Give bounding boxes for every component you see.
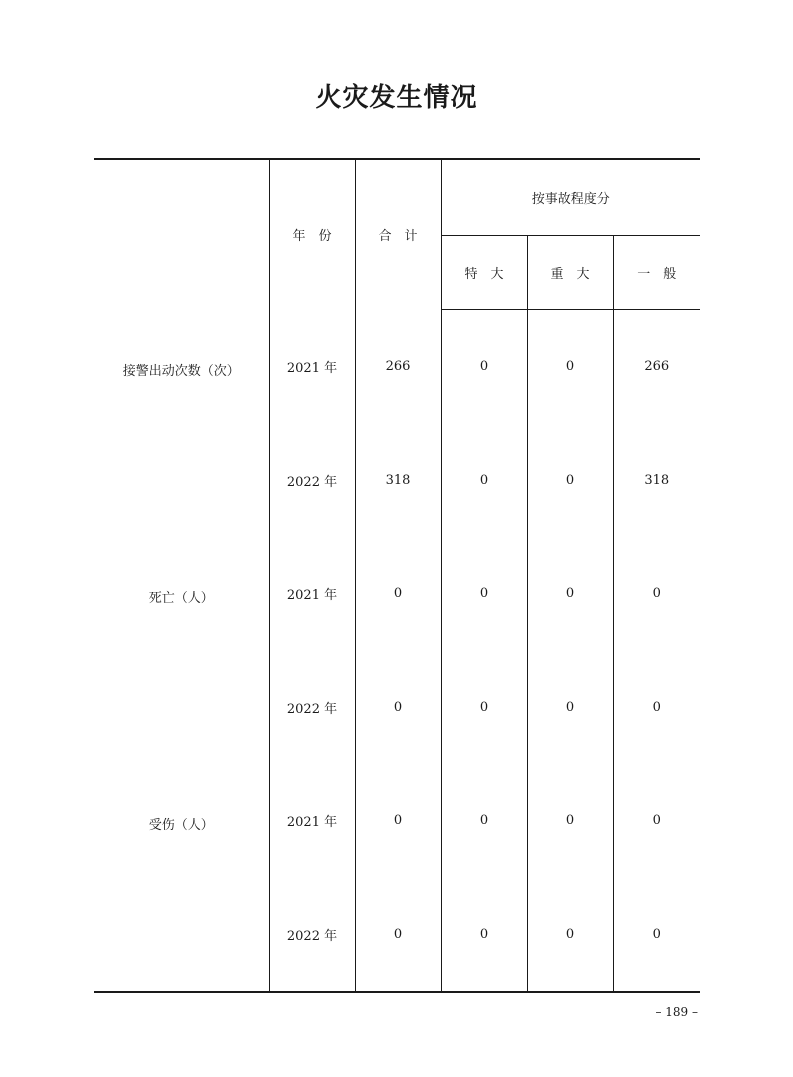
row-group-label: 接警出动次数（次） <box>122 363 240 379</box>
total-cell: 266 <box>355 310 441 424</box>
extra-large-cell: 0 <box>441 878 527 993</box>
row-group-label: 死亡（人） <box>148 591 214 606</box>
table-row <box>94 764 700 878</box>
extra-large-cell: 0 <box>441 651 527 765</box>
header-total: 合 计 <box>355 159 441 310</box>
header-extra-large: 特 大 <box>441 236 527 310</box>
extra-large-cell: 0 <box>441 310 527 424</box>
total-cell: 0 <box>355 878 441 993</box>
general-cell: 0 <box>613 651 700 765</box>
header-year: 年 份 <box>269 159 355 310</box>
major-cell: 0 <box>527 310 613 424</box>
general-cell: 0 <box>613 764 700 878</box>
header-by-severity: 按事故程度分 <box>441 159 700 236</box>
page-number: – 189 – <box>655 1005 698 1019</box>
year-cell: 2021 年 <box>269 764 355 878</box>
header-row-top <box>94 159 700 236</box>
total-cell: 0 <box>355 764 441 878</box>
header-item-blank <box>94 159 269 310</box>
year-cell: 2021 年 <box>269 537 355 651</box>
page-title: 火灾发生情况 <box>315 83 478 113</box>
extra-large-cell: 0 <box>441 764 527 878</box>
table-row <box>94 310 700 424</box>
table-row <box>94 537 700 651</box>
general-cell: 0 <box>613 537 700 651</box>
header-major: 重 大 <box>527 236 613 310</box>
major-cell: 0 <box>527 424 613 538</box>
general-cell: 318 <box>613 424 700 538</box>
year-cell: 2021 年 <box>269 310 355 424</box>
year-cell: 2022 年 <box>269 651 355 765</box>
total-cell: 0 <box>355 651 441 765</box>
major-cell: 0 <box>527 764 613 878</box>
extra-large-cell: 0 <box>441 424 527 538</box>
fire-statistics-table <box>94 158 700 993</box>
total-cell: 0 <box>355 537 441 651</box>
year-cell: 2022 年 <box>269 878 355 993</box>
major-cell: 0 <box>527 878 613 993</box>
general-cell: 0 <box>613 878 700 993</box>
major-cell: 0 <box>527 537 613 651</box>
header-general: 一 般 <box>613 236 700 310</box>
total-cell: 318 <box>355 424 441 538</box>
general-cell: 266 <box>613 310 700 424</box>
row-group-label: 受伤（人） <box>148 818 214 833</box>
major-cell: 0 <box>527 651 613 765</box>
year-cell: 2022 年 <box>269 424 355 538</box>
extra-large-cell: 0 <box>441 537 527 651</box>
